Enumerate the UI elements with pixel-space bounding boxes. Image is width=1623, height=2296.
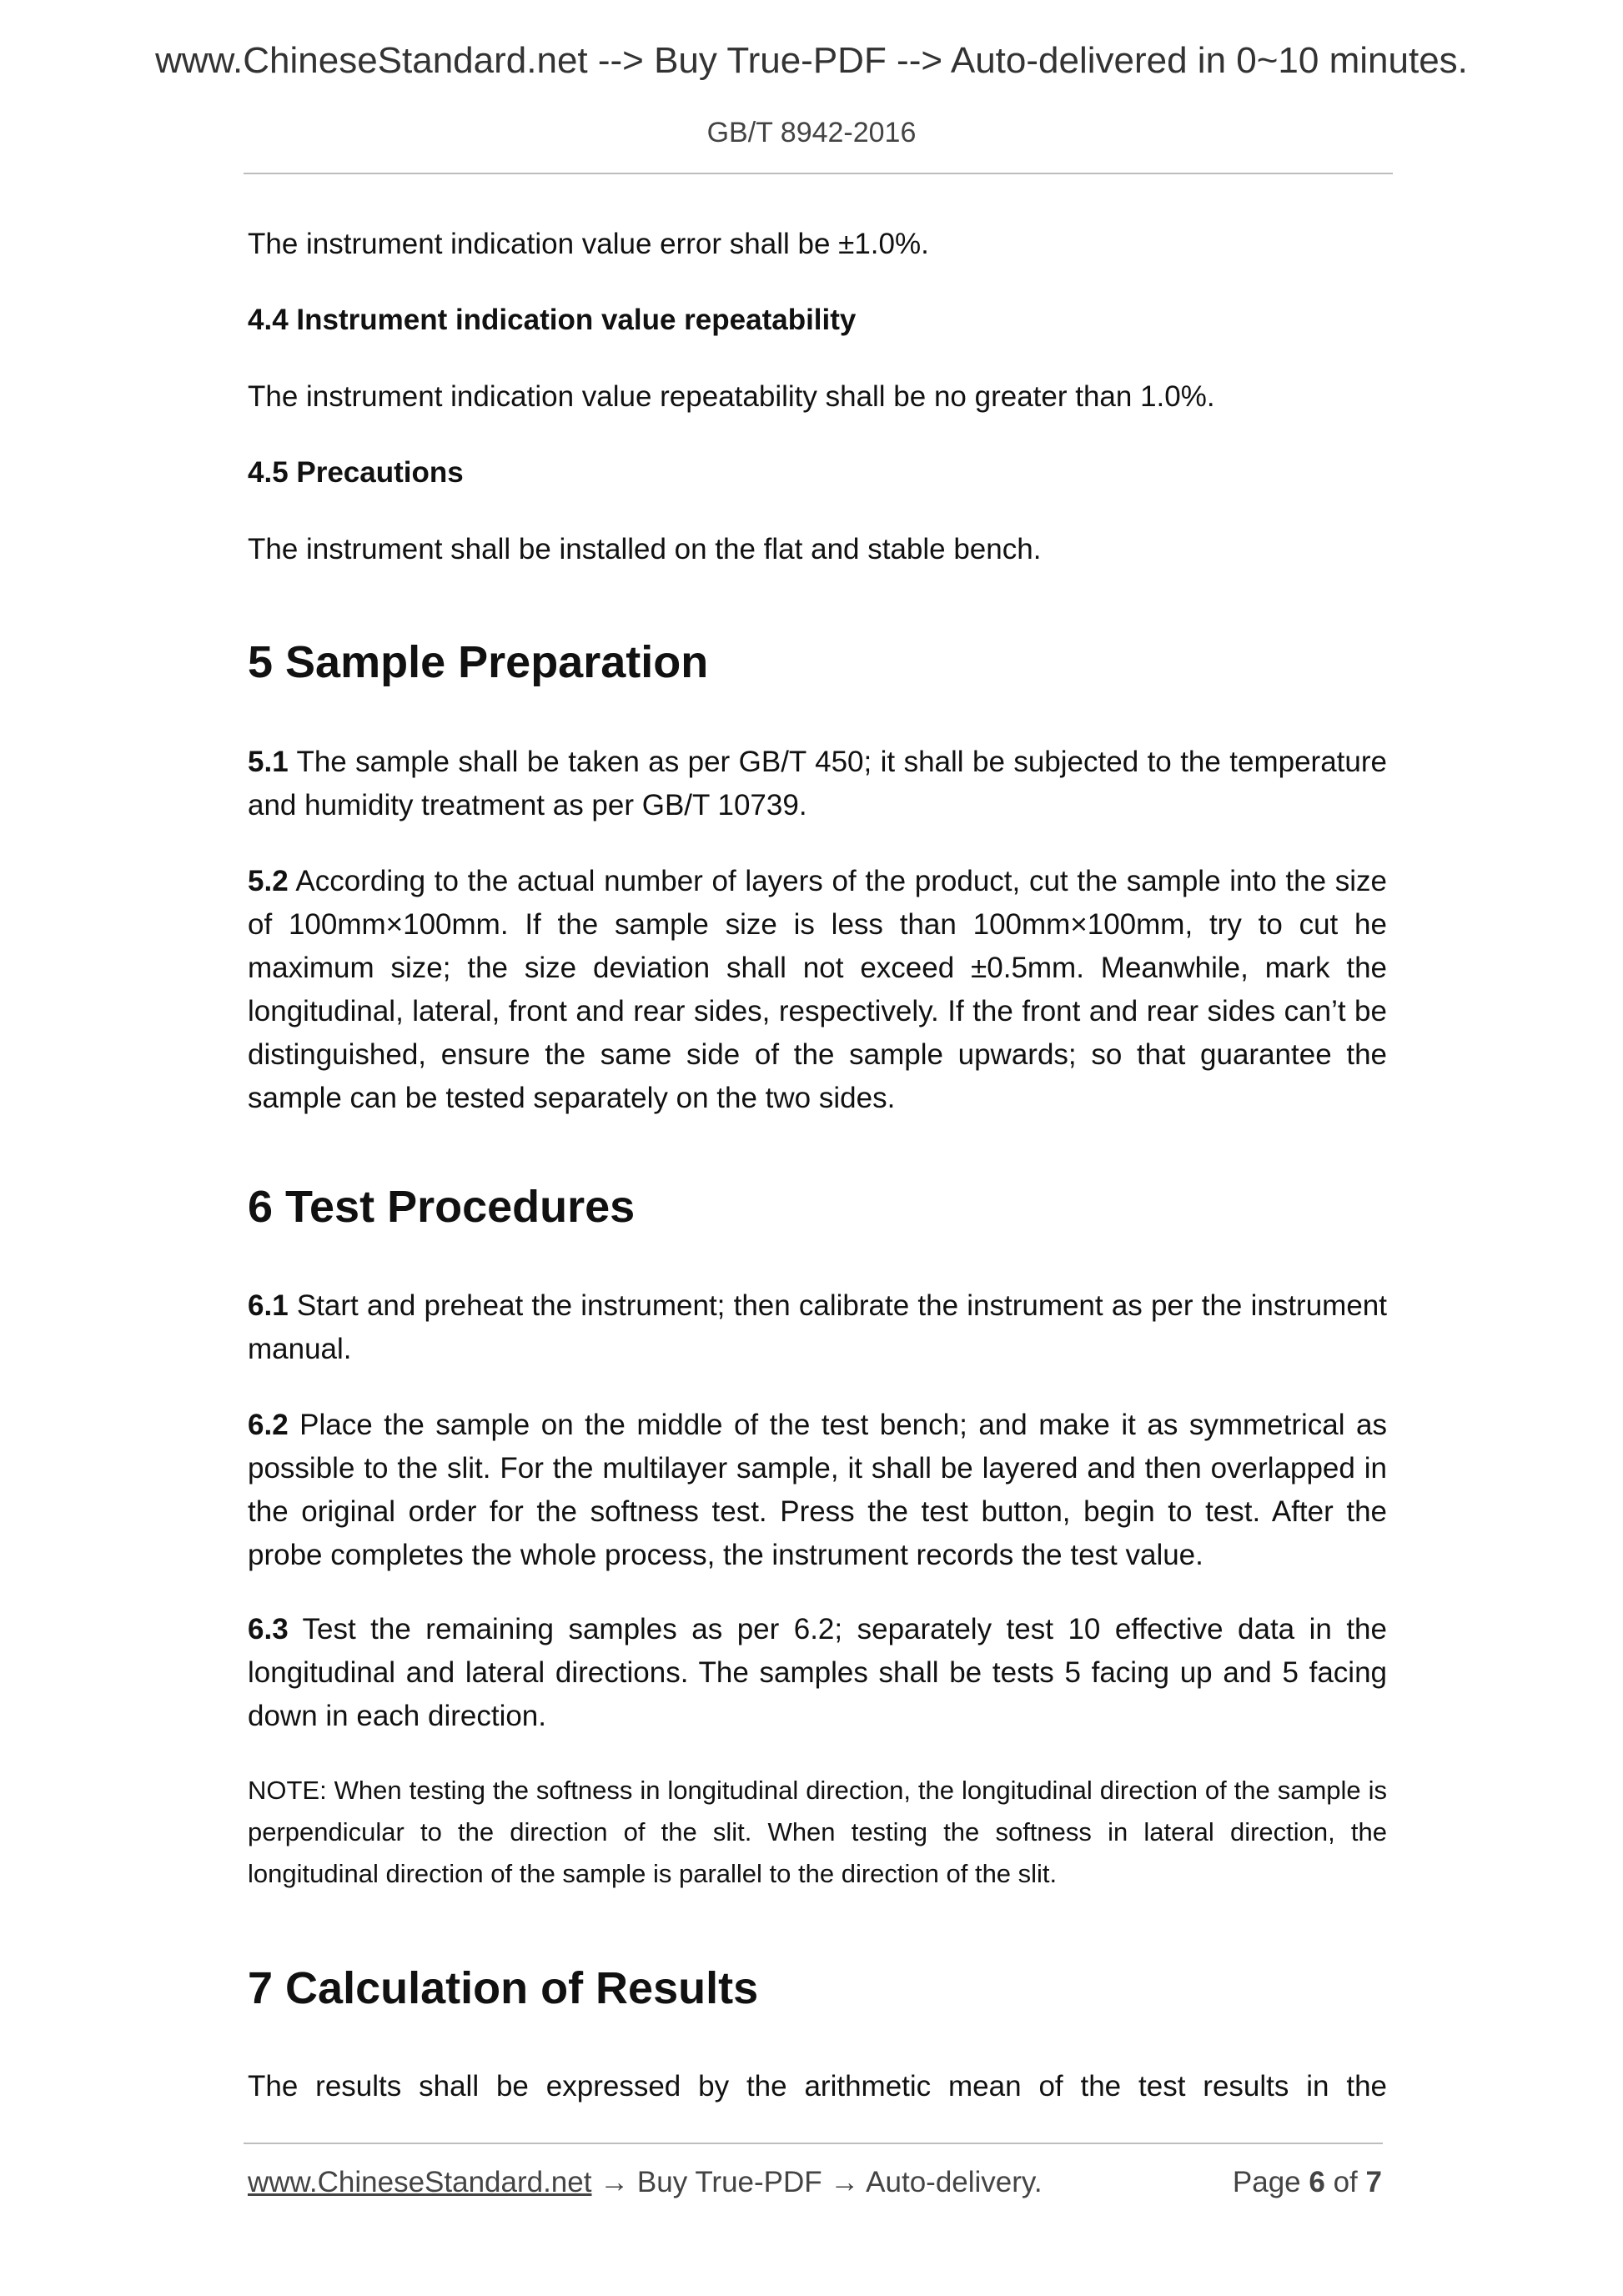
clause-6-1 — [248, 1284, 1387, 1371]
page-label: Page — [1232, 2166, 1301, 2198]
clause-number: 6.2 — [248, 1409, 289, 1441]
paragraph-4-5: The instrument shall be installed on the flat and stable bench. — [248, 533, 1042, 565]
clause-text: The sample shall be taken as per GB/T 450; it shall be subjected to the temperature and humidity treatment as per GB/T 10739. — [248, 746, 1387, 821]
section-heading-5: 5 Sample Preparation — [248, 637, 709, 687]
clause-text: According to the actual number of layers of the product, cut the sample into the size of 100mm×100mm. If the sample size is less than 100mm×100mm, try to cut he maximum size; the size deviation shall not exceed ±0.5mm. Meanwhile, mark the longitudinal, lateral, front and rear sides, respectively. If the front and rear sides can’t be distinguished, ensure the same side of the sample upwards; so that guarantee the sample can be tested separately on the two sides. — [248, 865, 1387, 1114]
error-paragraph: The instrument indication value error shall be ±1.0%. — [248, 228, 929, 260]
footer-buy-text: → Buy True-PDF → Auto-delivery. — [600, 2166, 1043, 2198]
header-divider — [244, 173, 1393, 174]
section-heading-7: 7 Calculation of Results — [248, 1963, 759, 2013]
document-code: GB/T 8942-2016 — [706, 117, 917, 148]
clause-number: 5.2 — [248, 865, 289, 897]
footer-site-link[interactable]: www.ChineseStandard.net — [248, 2166, 592, 2198]
clause-number: 5.1 — [248, 746, 289, 778]
paragraph-4-4: The instrument indication value repeatability shall be no greater than 1.0%. — [248, 380, 1215, 413]
clause-6-3 — [248, 1608, 1387, 1738]
clause-5-1 — [248, 741, 1387, 827]
clause-text: Start and preheat the instrument; then calibrate the instrument as per the instrument manual. — [248, 1289, 1387, 1365]
footer-divider — [244, 2143, 1383, 2144]
site-banner: www.ChineseStandard.net --> Buy True-PDF --> Auto-delivered in 0~10 minutes. — [155, 40, 1468, 81]
section-heading-6: 6 Test Procedures — [248, 1182, 636, 1232]
clause-number: 6.3 — [248, 1613, 289, 1645]
clause-5-2 — [248, 860, 1387, 1120]
clause-number: 6.1 — [248, 1289, 289, 1322]
page-indicator — [1233, 2161, 1382, 2204]
page-current: 6 — [1309, 2166, 1325, 2198]
page-total: 7 — [1365, 2166, 1382, 2198]
clause-text: Place the sample on the middle of the test bench; and make it as symmetrical as possible to the slit. For the multilayer sample, it shall be layered and then overlapped in the original order for the softness test. Press the test button, begin to test. After the probe completes the whole process, the instrument records the test value. — [248, 1409, 1387, 1571]
note-6: NOTE: When testing the softness in longitudinal direction, the longitudinal direction of the sample is perpendicular to the direction of the slit. When testing the softness in lateral direction, the longitudinal direction of the sample is parallel to the direction of the slit. — [248, 1776, 1387, 1888]
footer-left — [248, 2161, 1043, 2204]
heading-4-4: 4.4 Instrument indication value repeatability — [248, 304, 857, 336]
clause-6-2 — [248, 1404, 1387, 1577]
paragraph-7: The results shall be expressed by the arithmetic mean of the test results in the — [248, 2070, 1387, 2103]
clause-text: Test the remaining samples as per 6.2; separately test 10 effective data in the longitudinal and lateral directions. The samples shall be tests 5 facing up and 5 facing down in each direction. — [248, 1613, 1387, 1732]
page-of: of — [1333, 2166, 1358, 2198]
heading-4-5: 4.5 Precautions — [248, 456, 464, 489]
